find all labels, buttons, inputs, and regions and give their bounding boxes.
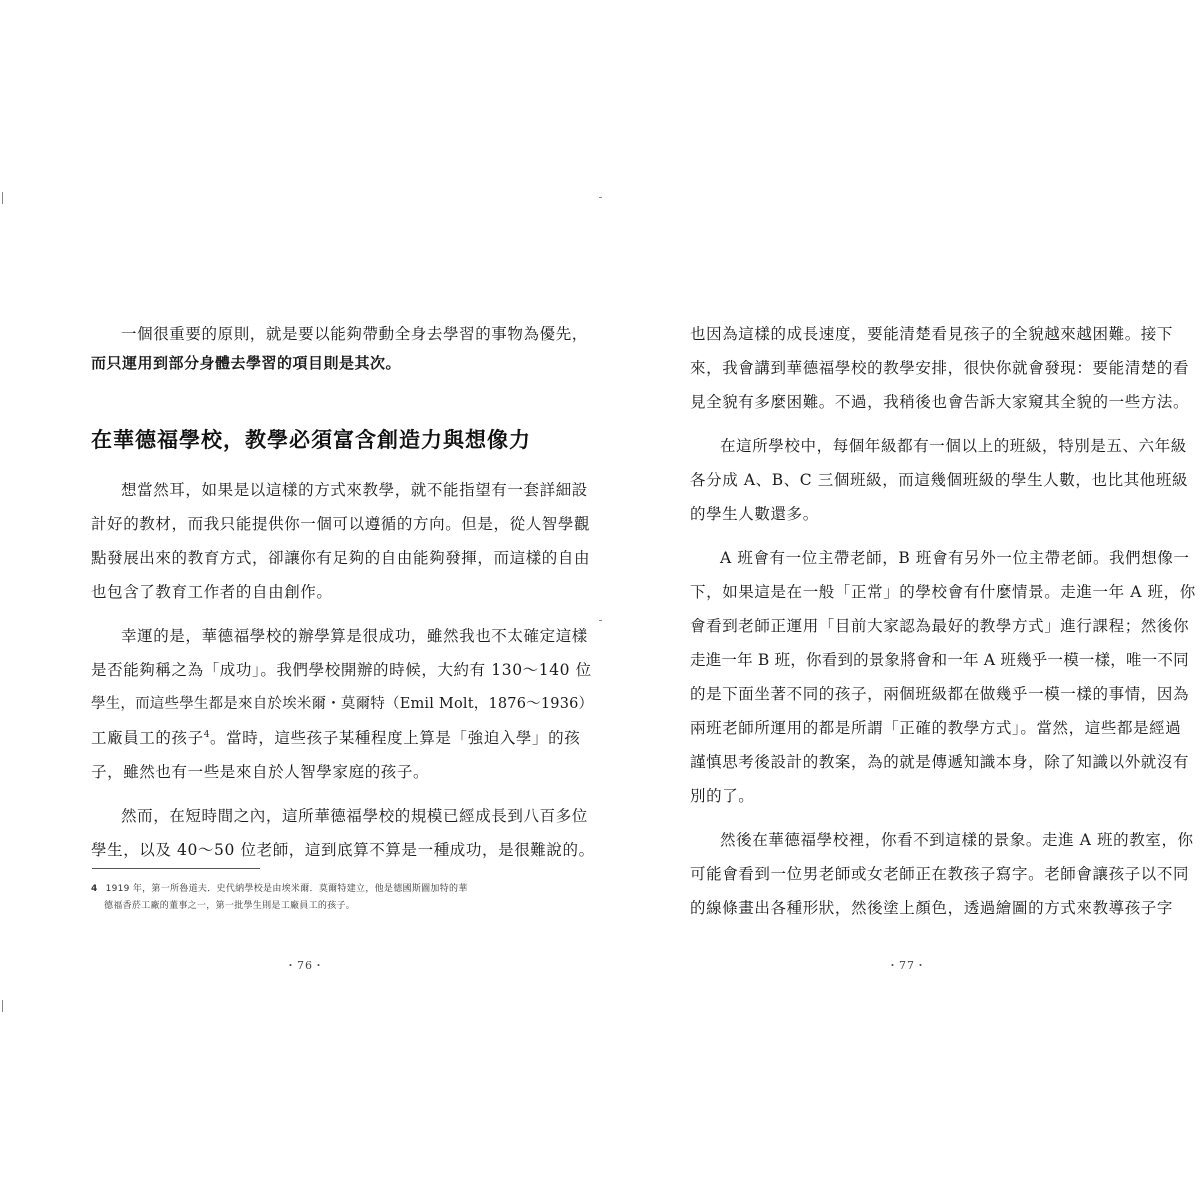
- text-line: 然而，在短時間之內，這所華德福學校的規模已經成長到八百多位: [121, 807, 588, 825]
- text-line: 見全貌有多麼困難。不過，我稍後也會告訴大家窺其全貌的一些方法。: [690, 393, 1190, 411]
- text-line: 想當然耳，如果是以這樣的方式來教學，就不能指望有一套詳細設: [121, 481, 588, 499]
- right-page: [600, 0, 1200, 1200]
- text-line: 學生，以及 40～50 位老師，這到底算不算是一種成功，是很難說的。: [91, 841, 595, 859]
- text-line: 會看到老師正運用「目前大家認為最好的教學方式」進行課程；然後你: [690, 617, 1190, 635]
- text-line: 下，如果這是在一般「正常」的學校會有什麼情景。走進一年 A 班，你: [690, 583, 1196, 601]
- text-line: 學生，而這些學生都是來自於埃米爾・莫爾特（Emil Molt，1876～1936）: [91, 696, 594, 712]
- text-line: 可能會看到一位男老師或女老師正在教孩子寫字。老師會讓孩子以不同: [690, 865, 1190, 883]
- text-line: 別的了。: [690, 787, 755, 805]
- page-number: ・76・: [285, 959, 325, 972]
- footnote-line: [91, 882, 468, 896]
- text-fragment: 。當時，這些孩子某種程度上算是「強迫入學」的孩: [210, 729, 581, 747]
- text-line: 走進一年 B 班，你看到的景象將會和一年 A 班幾乎一模一樣，唯一不同: [690, 651, 1189, 669]
- text-line: 計好的教材，而我只能提供你一個可以遵循的方向。但是，從人智學觀: [91, 515, 591, 533]
- section-heading: 在華德福學校，教學必須富含創造力與想像力: [91, 428, 531, 452]
- text-line: 來，我會講到華德福學校的教學安排，很快你就會發現：要能清楚的看: [690, 359, 1190, 377]
- footnote-ref[interactable]: 4: [203, 729, 211, 740]
- text-line: 兩班老師所運用的都是所謂「正確的教學方式」。當然，這些都是經過: [690, 719, 1182, 737]
- text-line: 然後在華德福學校裡，你看不到這樣的景象。走進 A 班的教室，你: [720, 831, 1194, 849]
- text-fragment: 工廠員工的孩子: [91, 729, 204, 747]
- text-line: 謹慎思考後設計的教案，為的就是傳遞知識本身，除了知識以外就沒有: [690, 753, 1190, 771]
- text-line: 是否能夠稱之為「成功」。我們學校開辦的時候，大約有 130～140 位: [91, 661, 592, 679]
- text-line: [91, 728, 580, 748]
- text-line: 的是下面坐著不同的孩子，兩個班級都在做幾乎一模一樣的事情，因為: [690, 685, 1190, 703]
- text-line: 的學生人數還多。: [690, 505, 819, 523]
- intro-line: 而只運用到部分身體去學習的項目則是其次。: [91, 354, 402, 372]
- text-line: 也因為這樣的成長速度，要能清楚看見孩子的全貌越來越困難。接下: [690, 325, 1174, 343]
- footnote-number: 4: [91, 884, 98, 894]
- text-line: 子，雖然也有一些是來自於人智學家庭的孩子。: [91, 763, 430, 781]
- footnote-text: 1919 年，第一所魯道夫．史代納學校是由埃米爾．莫爾特建立，他是德國斯圖加特的華: [105, 884, 468, 894]
- page-number: ・77・: [887, 959, 927, 972]
- intro-line: 一個很重要的原則，就是要以能夠帶動全身去學習的事物為優先，: [121, 325, 588, 343]
- text-line: 幸運的是，華德福學校的辦學算是很成功，雖然我也不太確定這樣: [121, 627, 588, 645]
- text-line: A 班會有一位主帶老師，B 班會有另外一位主帶老師。我們想像一: [720, 549, 1190, 567]
- text-line: 也包含了教育工作者的自由創作。: [91, 583, 333, 601]
- text-line: 點發展出來的教育方式，卻讓你有足夠的自由能夠發揮，而這樣的自由: [91, 549, 591, 567]
- text-line: 各分成 A、B、C 三個班級，而這幾個班級的學生人數，也比其他班級: [690, 471, 1189, 489]
- text-line: 在這所學校中，每個年級都有一個以上的班級，特別是五、六年級: [720, 437, 1187, 455]
- footnote-divider: [92, 868, 260, 869]
- text-line: 的線條畫出各種形狀，然後塗上顏色，透過繪圖的方式來教導孩子字: [690, 899, 1174, 917]
- footnote-line: 德福香菸工廠的董事之一，第一批學生則是工廠員工的孩子。: [104, 901, 356, 911]
